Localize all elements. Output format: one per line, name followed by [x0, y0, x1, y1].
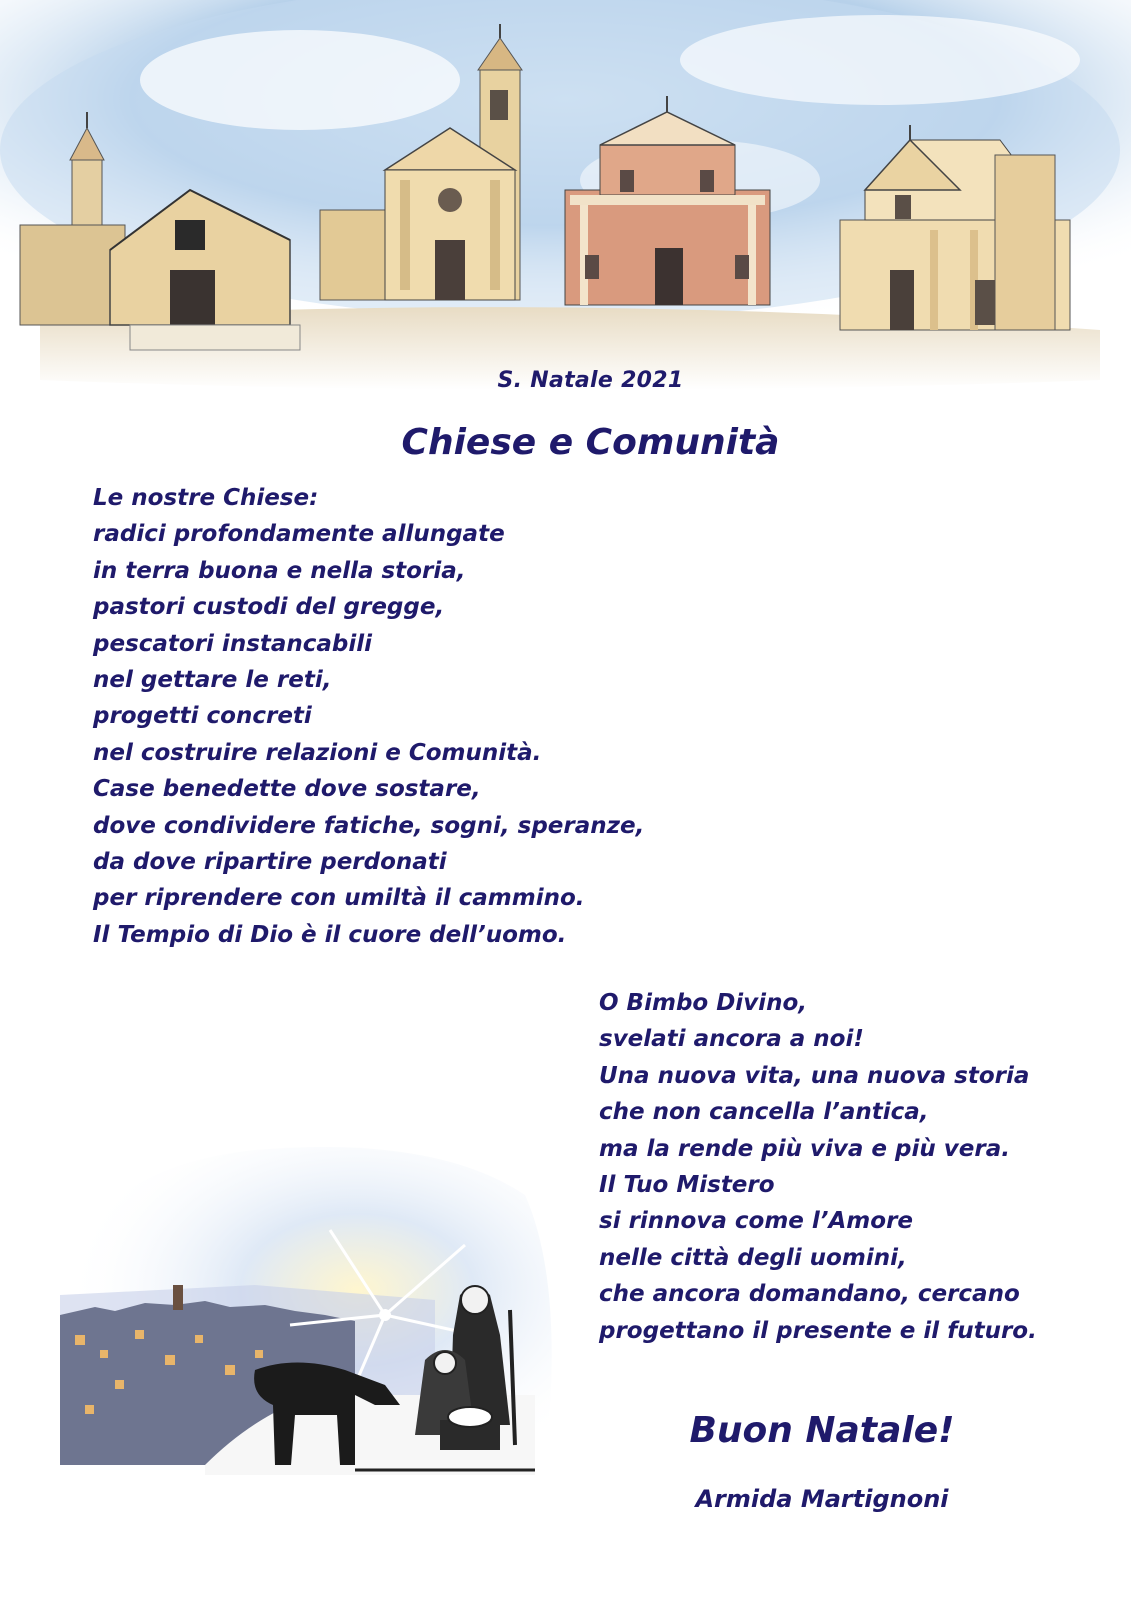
poem-churches [93, 480, 644, 953]
poem-line: progettano il presente e il futuro. [599, 1317, 1037, 1344]
poem-line: Case benedette dove sostare, [93, 776, 481, 803]
poem-line: svelati ancora a noi! [599, 1026, 864, 1053]
author-signature: Armida Martignoni [695, 1485, 949, 1513]
poem-line: pastori custodi del gregge, [93, 594, 445, 621]
poem-line: Una nuova vita, una nuova storia [599, 1062, 1030, 1089]
poem-line: da dove ripartire perdonati [93, 849, 447, 876]
poem-line: dove condividere fatiche, sogni, speranze, [93, 812, 645, 839]
poem-line: Il Tuo Mistero [599, 1172, 775, 1199]
poem-line: O Bimbo Divino, [599, 990, 807, 1016]
greeting: Buon Natale! [689, 1410, 955, 1451]
date-line: S. Natale 2021 [497, 368, 684, 393]
page-title: Chiese e Comunità [401, 422, 780, 463]
poem-line: si rinnova come l’Amore [599, 1208, 914, 1235]
poem-line: per riprendere con umiltà il cammino. [93, 885, 585, 912]
poem-line: nel gettare le reti, [93, 667, 332, 694]
poem-line: progetti concreti [93, 703, 312, 730]
poem-line: ma la rende più viva e più vera. [599, 1135, 1010, 1162]
poem-line: che non cancella l’antica, [599, 1099, 929, 1126]
churches-illustration [0, 0, 1131, 400]
poem-line: in terra buona e nella storia, [93, 557, 466, 584]
poem-line: nelle città degli uomini, [599, 1244, 907, 1271]
poem-line: che ancora domandano, cercano [599, 1281, 1020, 1308]
poem-line: nel costruire relazioni e Comunità. [93, 739, 542, 766]
nativity-illustration [55, 1135, 570, 1535]
poem-line: pescatori instancabili [93, 630, 373, 657]
poem-line: radici profondamente allungate [93, 521, 505, 548]
poem-line: Il Tempio di Dio è il cuore dell’uomo. [93, 921, 567, 948]
poem-divine-child [599, 985, 1037, 1349]
poem-line: Le nostre Chiese: [93, 485, 319, 511]
